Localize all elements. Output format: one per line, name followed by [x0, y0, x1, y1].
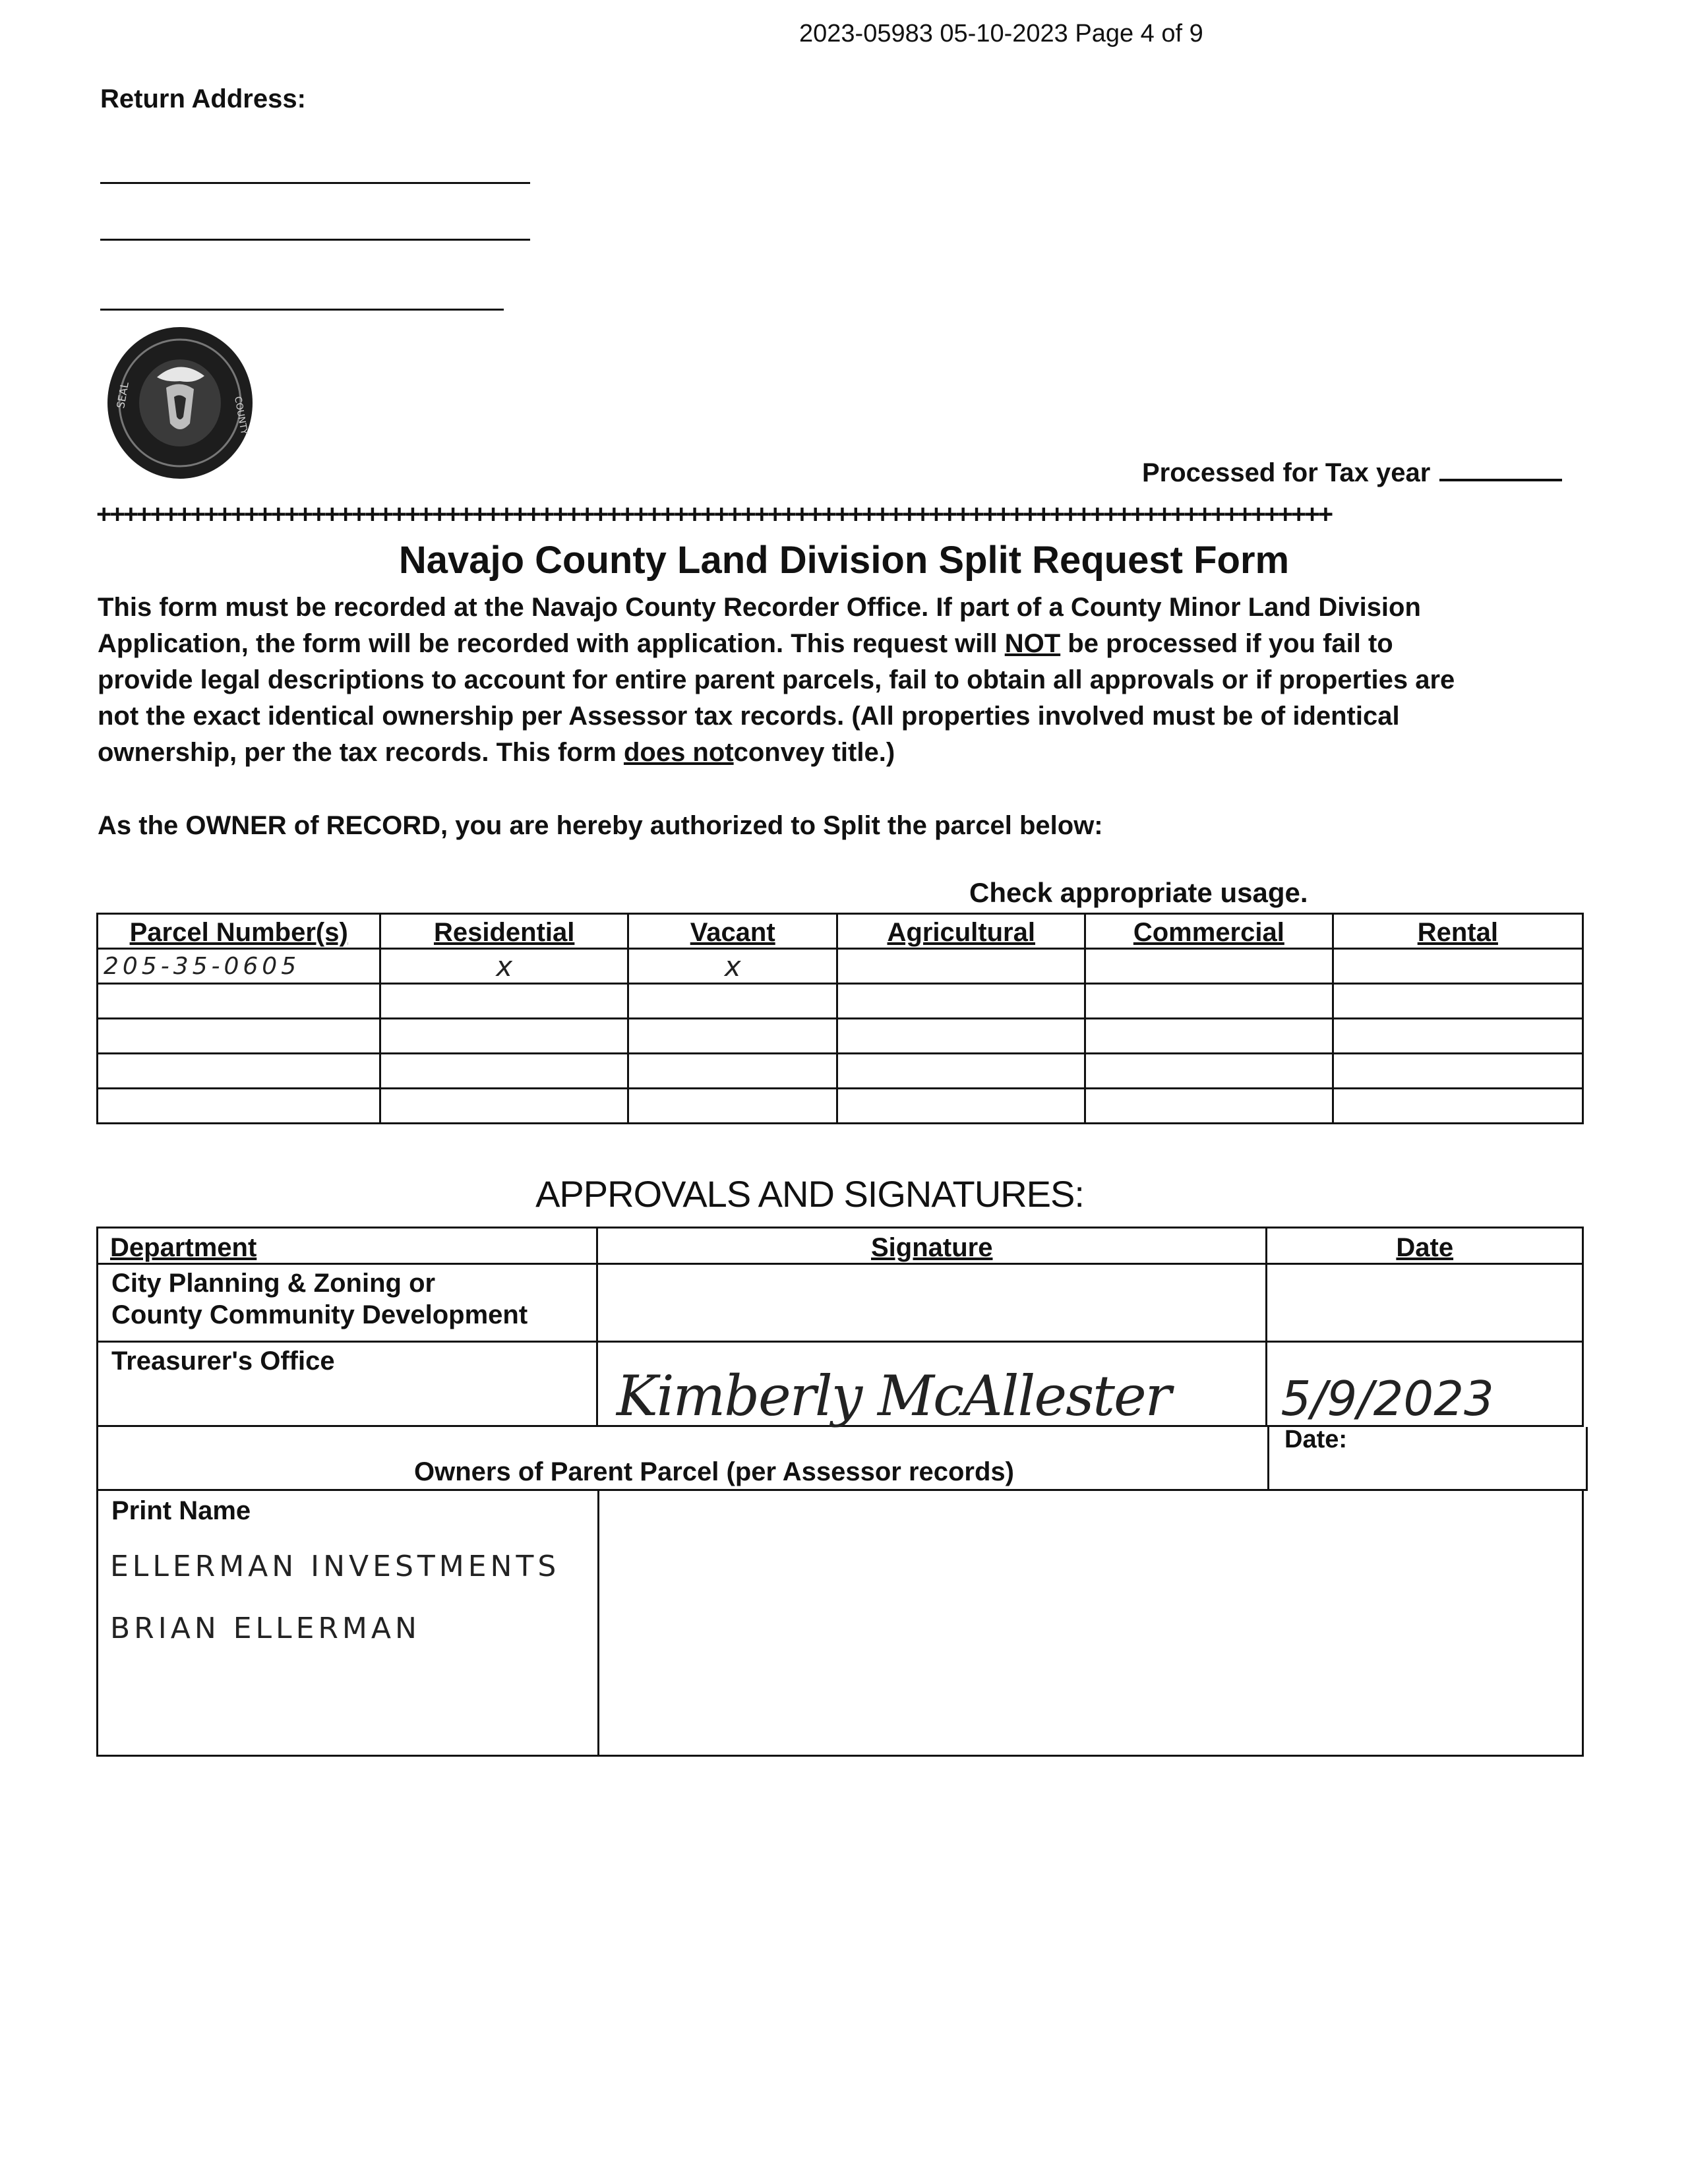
header-rental: Rental: [1333, 914, 1582, 949]
residential-cell[interactable]: [380, 1054, 628, 1089]
print-name-field[interactable]: [98, 1490, 599, 1756]
instruction-line-2-a: Application, the form will be recorded with application. This request will: [98, 629, 1005, 658]
print-name-table: [96, 1489, 1584, 1757]
table-row: [98, 1490, 1583, 1756]
authorization-statement: As the OWNER of RECORD, you are hereby authorized to Split the parcel below:: [98, 811, 1103, 840]
instruction-line-5: [98, 735, 1594, 771]
department-planning-line-2: County Community Development: [111, 1300, 528, 1329]
parcel-number-cell[interactable]: [98, 984, 380, 1019]
treasurer-date-field[interactable]: [1267, 1342, 1583, 1426]
instruction-line-1: This form must be recorded at the Navajo County Recorder Office. If part of a County Minor Land Division: [98, 593, 1421, 622]
vacant-cell[interactable]: [628, 1089, 837, 1124]
commercial-cell[interactable]: [1085, 1019, 1333, 1054]
approvals-heading: APPROVALS AND SIGNATURES:: [535, 1173, 1084, 1215]
owners-parent-parcel-label: Owners of Parent Parcel (per Assessor records): [414, 1457, 1014, 1486]
residential-cell[interactable]: [380, 1019, 628, 1054]
residential-cell[interactable]: [380, 949, 628, 984]
parcel-table: [96, 913, 1584, 1124]
header-commercial: Commercial: [1085, 914, 1333, 949]
vacant-cell[interactable]: [628, 984, 837, 1019]
instruction-not-emphasis: NOT: [1004, 629, 1061, 658]
county-seal-icon: [106, 324, 255, 481]
parcel-number-value: 205-35-0605: [104, 952, 301, 980]
treasurer-signature-field[interactable]: [597, 1342, 1267, 1426]
approvals-header-row: [98, 1228, 1583, 1264]
table-row: [98, 1342, 1583, 1426]
vacant-cell[interactable]: [628, 949, 837, 984]
rental-cell[interactable]: [1333, 949, 1582, 984]
return-address-label: Return Address:: [100, 84, 306, 113]
owners-date-divider: [1267, 1427, 1269, 1490]
tax-year-field: [1142, 455, 1562, 488]
table-row: [98, 1089, 1583, 1124]
planning-signature-field[interactable]: [597, 1264, 1267, 1342]
rental-cell[interactable]: [1333, 1054, 1582, 1089]
residential-cell[interactable]: [380, 1089, 628, 1124]
instruction-line-5-a: ownership, per the tax records. This form: [98, 738, 624, 767]
table-row: [98, 949, 1583, 984]
separator-row: ++++++++++++++++++++++++++++++++++++++++++++++++++++++++++++++++++++++++++++++++++++++++++++: [96, 501, 1332, 528]
header-vacant: Vacant: [628, 914, 837, 949]
print-name-label: Print Name: [111, 1496, 251, 1525]
header-residential: Residential: [380, 914, 628, 949]
table-row: [98, 984, 1583, 1019]
parcel-number-cell[interactable]: [98, 949, 380, 984]
approvals-table: [96, 1227, 1584, 1427]
commercial-cell[interactable]: [1085, 949, 1333, 984]
return-address-line-2: [100, 239, 530, 241]
instruction-line-5-b: convey title.): [733, 738, 895, 767]
instruction-does-not-emphasis: does not: [623, 738, 734, 767]
commercial-cell[interactable]: [1085, 984, 1333, 1019]
agricultural-cell[interactable]: [837, 1089, 1085, 1124]
svg-text:COUNTY: COUNTY: [232, 395, 249, 436]
commercial-cell[interactable]: [1085, 1089, 1333, 1124]
parcel-number-cell[interactable]: [98, 1054, 380, 1089]
print-name-line-1: ELLERMAN INVESTMENTS: [110, 1550, 560, 1583]
agricultural-cell[interactable]: [837, 984, 1085, 1019]
print-name-line-2: BRIAN ELLERMAN: [110, 1612, 421, 1645]
table-row: [98, 1019, 1583, 1054]
vacant-mark: x: [724, 950, 741, 983]
owner-signature-field[interactable]: [598, 1490, 1582, 1756]
header-department: Department: [98, 1228, 597, 1264]
agricultural-cell[interactable]: [837, 1019, 1085, 1054]
instruction-line-3: provide legal descriptions to account for entire parent parcels, fail to obtain all approvals or if properties are: [98, 665, 1455, 694]
agricultural-cell[interactable]: [837, 949, 1085, 984]
vacant-cell[interactable]: [628, 1054, 837, 1089]
department-cell: [98, 1342, 597, 1426]
tax-year-label: Processed for Tax year: [1142, 458, 1431, 487]
instruction-line-2-b: be processed if you fail to: [1060, 629, 1393, 658]
recording-stamp: 2023-05983 05-10-2023 Page 4 of 9: [799, 20, 1203, 47]
residential-mark: x: [496, 950, 513, 983]
form-title: Navajo County Land Division Split Request Form: [398, 539, 1290, 582]
rental-cell[interactable]: [1333, 1089, 1582, 1124]
rental-cell[interactable]: [1333, 984, 1582, 1019]
department-cell: [98, 1264, 597, 1342]
commercial-cell[interactable]: [1085, 1054, 1333, 1089]
return-address-line-1: [100, 182, 530, 184]
header-date: Date: [1267, 1228, 1583, 1264]
svg-text:SEAL: SEAL: [114, 380, 131, 410]
treasurer-date: 5/9/2023: [1281, 1371, 1494, 1426]
department-planning-line-1: City Planning & Zoning or: [111, 1269, 436, 1298]
instruction-line-4: not the exact identical ownership per Assessor tax records. (All properties involved must be of identical: [98, 702, 1400, 731]
form-instructions: [98, 590, 1594, 771]
header-parcel-number: Parcel Number(s): [98, 914, 380, 949]
parcel-number-cell[interactable]: [98, 1089, 380, 1124]
instruction-line-2: [98, 626, 1594, 662]
department-treasurer: Treasurer's Office: [111, 1347, 335, 1376]
rental-cell[interactable]: [1333, 1019, 1582, 1054]
parcel-number-cell[interactable]: [98, 1019, 380, 1054]
header-agricultural: Agricultural: [837, 914, 1085, 949]
table-row: [98, 1264, 1583, 1342]
tax-year-blank[interactable]: [1439, 455, 1562, 481]
table-row: [98, 1054, 1583, 1089]
return-address-line-3: [100, 309, 504, 311]
planning-date-field[interactable]: [1267, 1264, 1583, 1342]
residential-cell[interactable]: [380, 984, 628, 1019]
agricultural-cell[interactable]: [837, 1054, 1085, 1089]
check-usage-label: Check appropriate usage.: [969, 877, 1308, 908]
vacant-cell[interactable]: [628, 1019, 837, 1054]
treasurer-signature: Kimberly McAllester: [617, 1364, 1170, 1428]
header-signature: Signature: [597, 1228, 1267, 1264]
parcel-table-header-row: [98, 914, 1583, 949]
owners-date-label: Date:: [1284, 1426, 1348, 1453]
